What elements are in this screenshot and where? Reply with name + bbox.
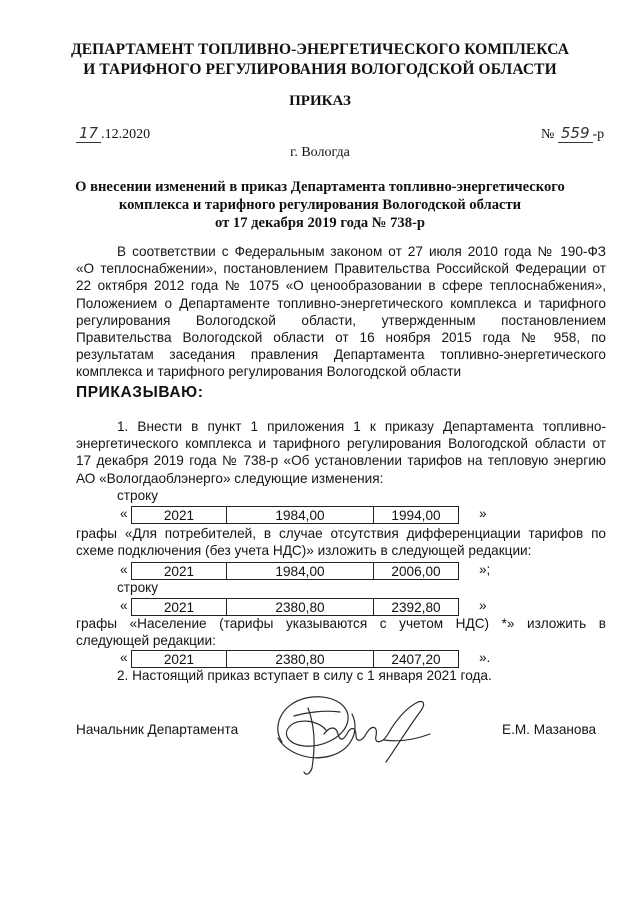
graph-2-line-2: следующей редакции: xyxy=(76,633,216,649)
signer-name: Е.М. Мазанова xyxy=(502,722,597,737)
item-1-line-3: 17 декабря 2019 года № 738-р «Об установлении тарифов на тепловую энергию xyxy=(76,453,606,469)
values-table-2 xyxy=(131,562,459,580)
table-row xyxy=(132,507,459,524)
preamble-line-6: Правительства Вологодской области от 16 ноября 2015 года № 958, по xyxy=(76,330,606,346)
preamble-line-7: результатам заседания правления Департамента топливно-энергетического xyxy=(76,347,606,363)
cell-year: 2021 xyxy=(132,651,227,668)
department-name-line-1: ДЕПАРТАМЕНТ ТОПЛИВНО-ЭНЕРГЕТИЧЕСКОГО КОМПЛЕКСА xyxy=(70,41,570,58)
preamble-line-1: В соответствии с Федеральным законом от 27 июля 2010 года № 190-ФЗ xyxy=(117,244,606,259)
cell-year: 2021 xyxy=(132,563,227,580)
quote-close-2: »; xyxy=(479,562,491,577)
item-2: 2. Настоящий приказ вступает в силу с 1 января 2021 года. xyxy=(117,668,492,683)
date-month-year: .12.2020 xyxy=(101,127,151,142)
cell-tariff-1: 2380,80 xyxy=(227,599,374,616)
order-date xyxy=(76,124,150,143)
table-row xyxy=(132,563,459,580)
item-1-line-1: 1. Внести в пункт 1 приложения 1 к приказу Департамента топливно- xyxy=(117,419,606,434)
cell-tariff-2: 2392,80 xyxy=(374,599,459,616)
table-row xyxy=(132,651,459,668)
graph-2-line-1: графы «Население (тарифы указываются с учетом НДС) *» изложить в xyxy=(76,616,606,631)
values-table-1 xyxy=(131,506,459,524)
cell-tariff-1: 2380,80 xyxy=(227,651,374,668)
department-name-line-2: И ТАРИФНОГО РЕГУЛИРОВАНИЯ ВОЛОГОДСКОЙ ОБЛАСТИ xyxy=(83,61,557,78)
cell-tariff-2: 2407,20 xyxy=(374,651,459,668)
values-table-3 xyxy=(131,598,459,616)
table-row xyxy=(132,599,459,616)
preamble-paragraph xyxy=(76,243,606,381)
subject-line-3: от 17 декабря 2019 года № 738-р xyxy=(215,215,425,231)
quote-open-3: « xyxy=(120,598,128,613)
cell-tariff-2: 1994,00 xyxy=(374,507,459,524)
preamble-line-4: Положением о Департаменте топливно-энергетического комплекса и тарифного xyxy=(76,295,606,311)
cell-tariff-1: 1984,00 xyxy=(227,563,374,580)
cell-tariff-2: 2006,00 xyxy=(374,563,459,580)
item-1-paragraph xyxy=(76,418,606,487)
order-subject xyxy=(60,178,580,232)
preamble-line-5: регулирования Вологодской области, утвержденным постановлением xyxy=(76,312,606,328)
cell-year: 2021 xyxy=(132,599,227,616)
signer-position: Начальник Департамента xyxy=(76,722,239,737)
values-table-4 xyxy=(131,650,459,668)
signature-image xyxy=(268,690,438,780)
preamble-line-2: «О теплоснабжении», постановлением Правительства Российской Федерации от xyxy=(76,261,606,277)
item-1-line-2: энергетического комплекса и тарифного регулирования Вологодской области от xyxy=(76,436,606,452)
label-row-1: строку xyxy=(117,488,159,503)
preamble-line-3: 22 октября 2012 года № 1075 «О ценообразовании в сфере теплоснабжения», xyxy=(76,278,606,294)
number-sign: № xyxy=(541,127,555,142)
decree-word: ПРИКАЗЫВАЮ: xyxy=(76,384,204,401)
graph-1-line-1: графы «Для потребителей, в случае отсутствия дифференциации тарифов по xyxy=(76,526,606,541)
quote-close-3: » xyxy=(479,598,487,613)
quote-close-1: » xyxy=(479,506,487,521)
quote-open-1: « xyxy=(120,506,128,521)
cell-tariff-1: 1984,00 xyxy=(227,507,374,524)
label-row-2: строку xyxy=(117,580,159,595)
quote-open-4: « xyxy=(120,650,128,665)
quote-close-4: ». xyxy=(479,650,491,665)
city: г. Вологда xyxy=(290,145,350,160)
subject-line-2: комплекса и тарифного регулирования Вологодской области xyxy=(118,197,522,213)
number-suffix: -р xyxy=(592,127,605,142)
graph-1-line-2: схеме подключения (без учета НДС)» изложить в следующей редакции: xyxy=(76,543,532,559)
item-1-line-4: АО «Вологдаоблэнерго» следующие изменения: xyxy=(76,470,384,486)
number-handwritten: 559 xyxy=(558,124,593,143)
cell-year: 2021 xyxy=(132,507,227,524)
quote-open-2: « xyxy=(120,562,128,577)
document-type: ПРИКАЗ xyxy=(289,93,351,109)
preamble-line-8: комплекса и тарифного регулирования Вологодской области xyxy=(76,364,462,380)
graph-2-paragraph xyxy=(76,615,606,649)
order-number xyxy=(541,124,604,143)
subject-line-1: О внесении изменений в приказ Департамента топливно-энергетического xyxy=(75,179,565,195)
date-day-handwritten: 17 xyxy=(76,124,101,143)
graph-1-paragraph xyxy=(76,525,606,559)
